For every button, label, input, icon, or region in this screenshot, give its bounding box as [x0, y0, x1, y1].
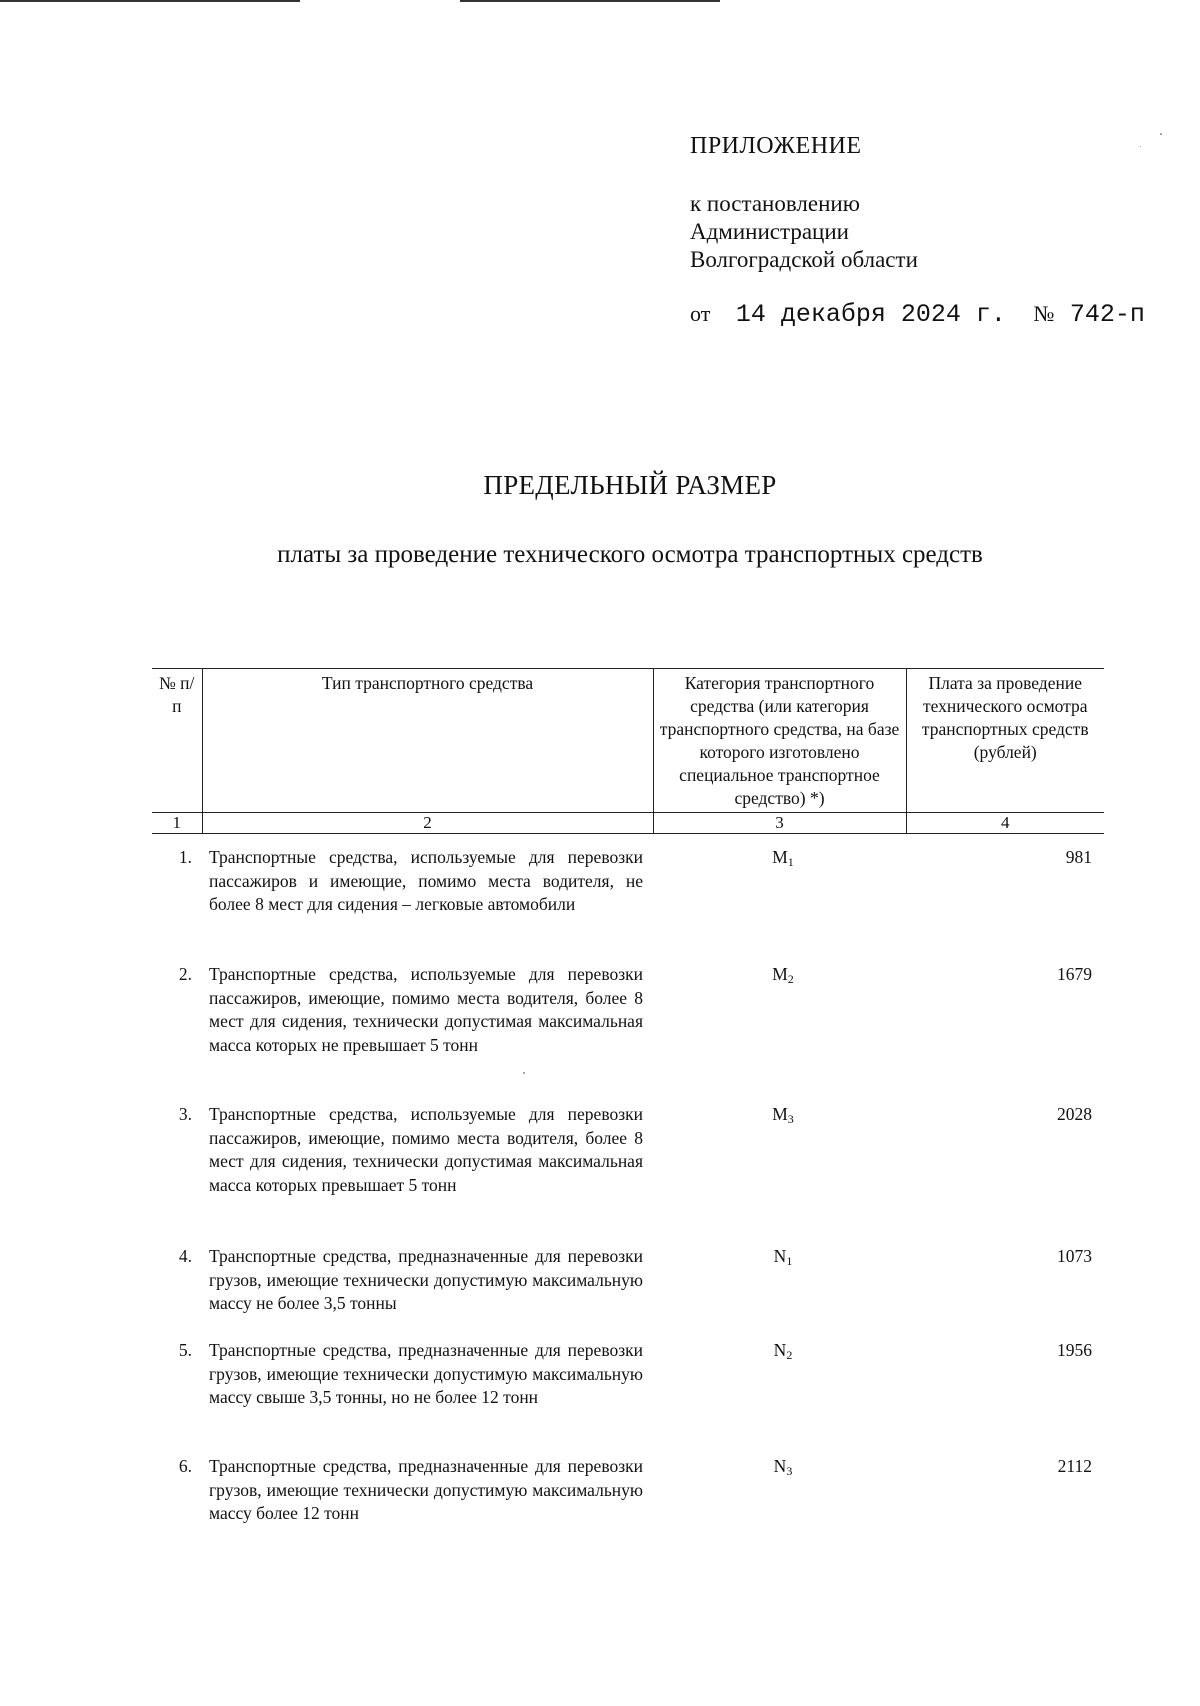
- vehicle-type: Транспортные средства, используемые для перевозки пассажиров, имеющие, помимо места водителя, более 8 мест для сидения, технически допустимая максимальная масса которых превышает 5 тонн: [209, 1104, 643, 1195]
- vehicle-type: Транспортные средства, используемые для перевозки пассажиров, имеющие, помимо места водителя, более 8 мест для сидения, технически допустимая максимальная масса которых не превышает 5 тонн: [209, 964, 643, 1055]
- category-index: 3: [786, 1464, 793, 1478]
- scan-speck: [1160, 133, 1162, 135]
- date-prefix: от: [690, 301, 711, 326]
- scan-speck: [1140, 146, 1141, 147]
- resolution-date-row: [690, 300, 1145, 329]
- fee-table-header: [152, 668, 1104, 834]
- appendix-lines: [690, 190, 918, 274]
- category-index: 3: [787, 1112, 794, 1126]
- category-letter: N: [773, 1456, 787, 1476]
- column-number: 4: [906, 813, 1104, 834]
- inspection-fee: 2028: [1057, 1104, 1092, 1124]
- resolution-date: 14 декабря 2024 г.: [735, 300, 1006, 329]
- document-title: ПРЕДЕЛЬНЫЙ РАЗМЕР: [483, 470, 777, 500]
- vehicle-type: Транспортные средства, предназначенные для перевозки грузов, имеющие технически допустимую максимальную массу не более 3,5 тонны: [209, 1246, 643, 1313]
- row-number: 2.: [178, 964, 192, 984]
- category-letter: M: [772, 1104, 788, 1124]
- column-numbers-row: [152, 813, 1104, 834]
- category-letter: N: [773, 1340, 787, 1360]
- row-number: 3.: [178, 1104, 192, 1124]
- inspection-fee: 1073: [1057, 1246, 1092, 1266]
- column-number: 3: [653, 813, 906, 834]
- appendix-line: Волгоградской области: [690, 247, 918, 272]
- inspection-fee: 1956: [1057, 1340, 1092, 1360]
- column-number: 1: [152, 813, 202, 834]
- vehicle-type: Транспортные средства, предназначенные для перевозки грузов, имеющие технически допустимую максимальную массу более 12 тонн: [209, 1456, 643, 1523]
- scan-speck: [523, 1072, 525, 1074]
- row-number: 6.: [178, 1456, 192, 1476]
- vehicle-category: [758, 1339, 808, 1363]
- category-index: 1: [787, 855, 794, 869]
- appendix-line: к постановлению: [690, 191, 860, 216]
- inspection-fee: 2112: [1057, 1456, 1092, 1476]
- scan-edge-gap: [720, 0, 1200, 2]
- row-number: 4.: [178, 1246, 192, 1266]
- category-letter: N: [773, 1246, 787, 1266]
- category-index: 2: [786, 1348, 793, 1362]
- column-header-fee: Плата за проведение технического осмотра транспортных средств (рублей): [906, 669, 1104, 813]
- table-header-row: [152, 669, 1104, 813]
- vehicle-type: Транспортные средства, предназначенные для перевозки грузов, имеющие технически допустимую максимальную массу свыше 3,5 тонны, но не более 12 тонн: [209, 1340, 643, 1407]
- document-subtitle: платы за проведение технического осмотра транспортных средств: [277, 541, 983, 568]
- category-letter: M: [772, 847, 788, 867]
- scan-edge-gap: [300, 0, 460, 2]
- column-number: 2: [202, 813, 653, 834]
- vehicle-category: [758, 963, 808, 987]
- vehicle-type: Транспортные средства, используемые для перевозки пассажиров и имеющие, помимо места водителя, не более 8 мест для сидения – легковые автомобили: [209, 847, 643, 914]
- vehicle-category: [758, 846, 808, 870]
- resolution-number: 742-п: [1069, 300, 1145, 329]
- inspection-fee: 1679: [1057, 964, 1092, 984]
- column-header-type: Тип транспортного средства: [202, 669, 653, 813]
- vehicle-category: [758, 1245, 808, 1269]
- appendix-line: Администрации: [690, 219, 849, 244]
- category-index: 1: [786, 1254, 793, 1268]
- column-header-number: № п/п: [152, 669, 202, 813]
- category-index: 2: [787, 972, 794, 986]
- category-letter: M: [772, 964, 788, 984]
- row-number: 1.: [178, 847, 192, 867]
- appendix-title: ПРИЛОЖЕНИЕ: [690, 133, 862, 159]
- column-header-category: Категория транспортного средства (или категория транспортного средства, на базе которого изготовлено специальное транспортное средство) *): [653, 669, 906, 813]
- vehicle-category: [758, 1103, 808, 1127]
- number-sign: №: [1033, 301, 1055, 326]
- inspection-fee: 981: [1065, 847, 1092, 867]
- vehicle-category: [758, 1455, 808, 1479]
- row-number: 5.: [178, 1340, 192, 1360]
